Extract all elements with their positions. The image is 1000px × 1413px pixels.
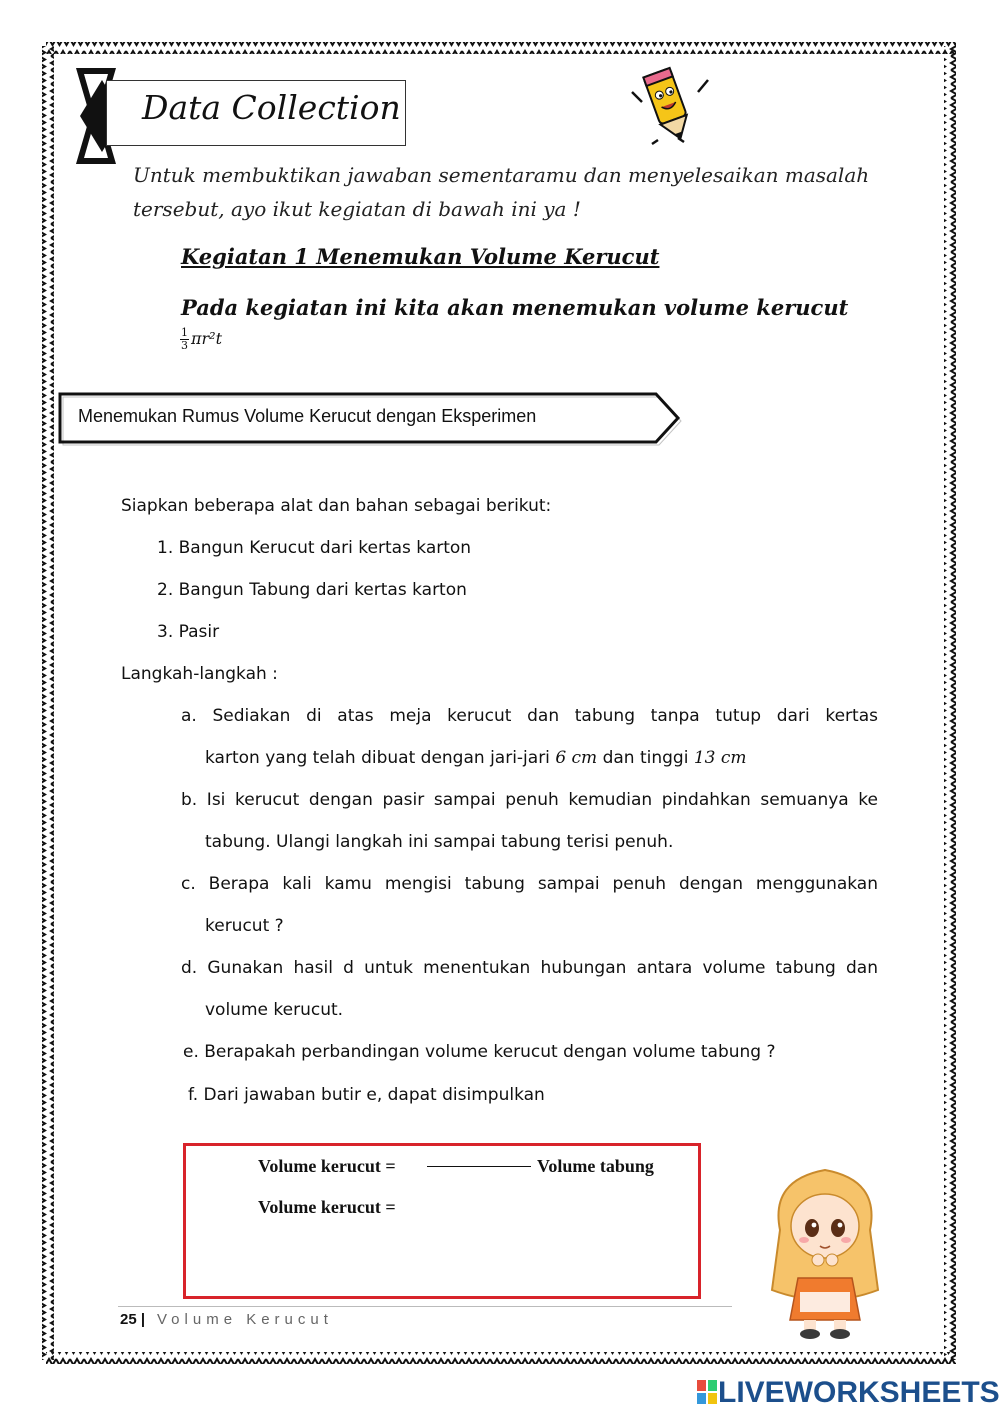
answer-line-2-label: Volume kerucut = [258,1197,396,1217]
fraction-one-third [180,327,189,352]
section-banner-label: Menemukan Rumus Volume Kerucut dengan Eksperimen [78,406,537,426]
fraction-denominator: 3 [181,339,188,352]
materials-item-1: 1. Bangun Kerucut dari kertas karton [157,538,472,558]
step-d-line-2: volume kerucut. [205,1000,344,1020]
footer-page-number: 25 | [120,1311,146,1328]
watermark-text: LIVEWORKSHEETS [718,1376,1000,1409]
materials-item-2: 2. Bangun Tabung dari kertas karton [157,580,467,600]
step-a-text-2: dan tinggi [597,748,694,768]
step-a-line-2 [205,748,747,768]
footer-rule [118,1306,732,1307]
step-e: e. Berapakah perbandingan volume kerucut dengan volume tabung ? [183,1042,776,1062]
step-f: f. Dari jawaban butir e, dapat disimpulkan [188,1085,545,1105]
step-c-line-2: kerucut ? [205,916,284,936]
radius-value: 6 cm [555,748,598,768]
fraction-numerator: 1 [181,326,188,339]
step-b-line-2: tabung. Ulangi langkah ini sampai tabung terisi penuh. [205,832,674,852]
cone-volume-formula [180,327,222,352]
height-value: 13 cm [693,748,747,768]
page-title: Data Collection [142,88,401,127]
activity-heading: Kegiatan 1 Menemukan Volume Kerucut [181,244,660,269]
footer-title: Volume Kerucut [157,1311,333,1328]
answer-line-1-label: Volume kerucut = [258,1156,396,1176]
fraction-answer-blank[interactable] [427,1166,531,1167]
answer-line-1-suffix: Volume tabung [537,1156,654,1176]
step-a-line-1: a. Sediakan di atas meja kerucut dan tabung tanpa tutup dari kertas [181,706,878,726]
step-b-line-1: b. Isi kerucut dengan pasir sampai penuh kemudian pindahkan semuanya ke [181,790,878,810]
intro-line-1: Untuk membuktikan jawaban sementaramu dan menyelesaikan masalah [133,163,870,187]
materials-intro: Siapkan beberapa alat dan bahan sebagai berikut: [121,496,552,516]
pencil-mascot-icon [628,62,712,146]
steps-heading: Langkah-langkah : [121,664,278,684]
activity-subtitle: Pada kegiatan ini kita akan menemukan volume kerucut [181,295,849,320]
intro-line-2: tersebut, ayo ikut kegiatan di bawah ini ya ! [133,197,581,221]
liveworksheets-logo-icon [696,1379,718,1405]
step-c-line-1: c. Berapa kali kamu mengisi tabung sampai penuh dengan menggunakan [181,874,878,894]
intro-paragraph [133,158,873,226]
formula-rest: πr²t [191,329,223,348]
step-a-text-1: karton yang telah dibuat dengan jari-jari [205,748,556,768]
girl-character-icon [760,1160,890,1340]
materials-item-3: 3. Pasir [157,622,220,642]
step-d-line-1: d. Gunakan hasil d untuk menentukan hubungan antara volume tabung dan [181,958,878,978]
